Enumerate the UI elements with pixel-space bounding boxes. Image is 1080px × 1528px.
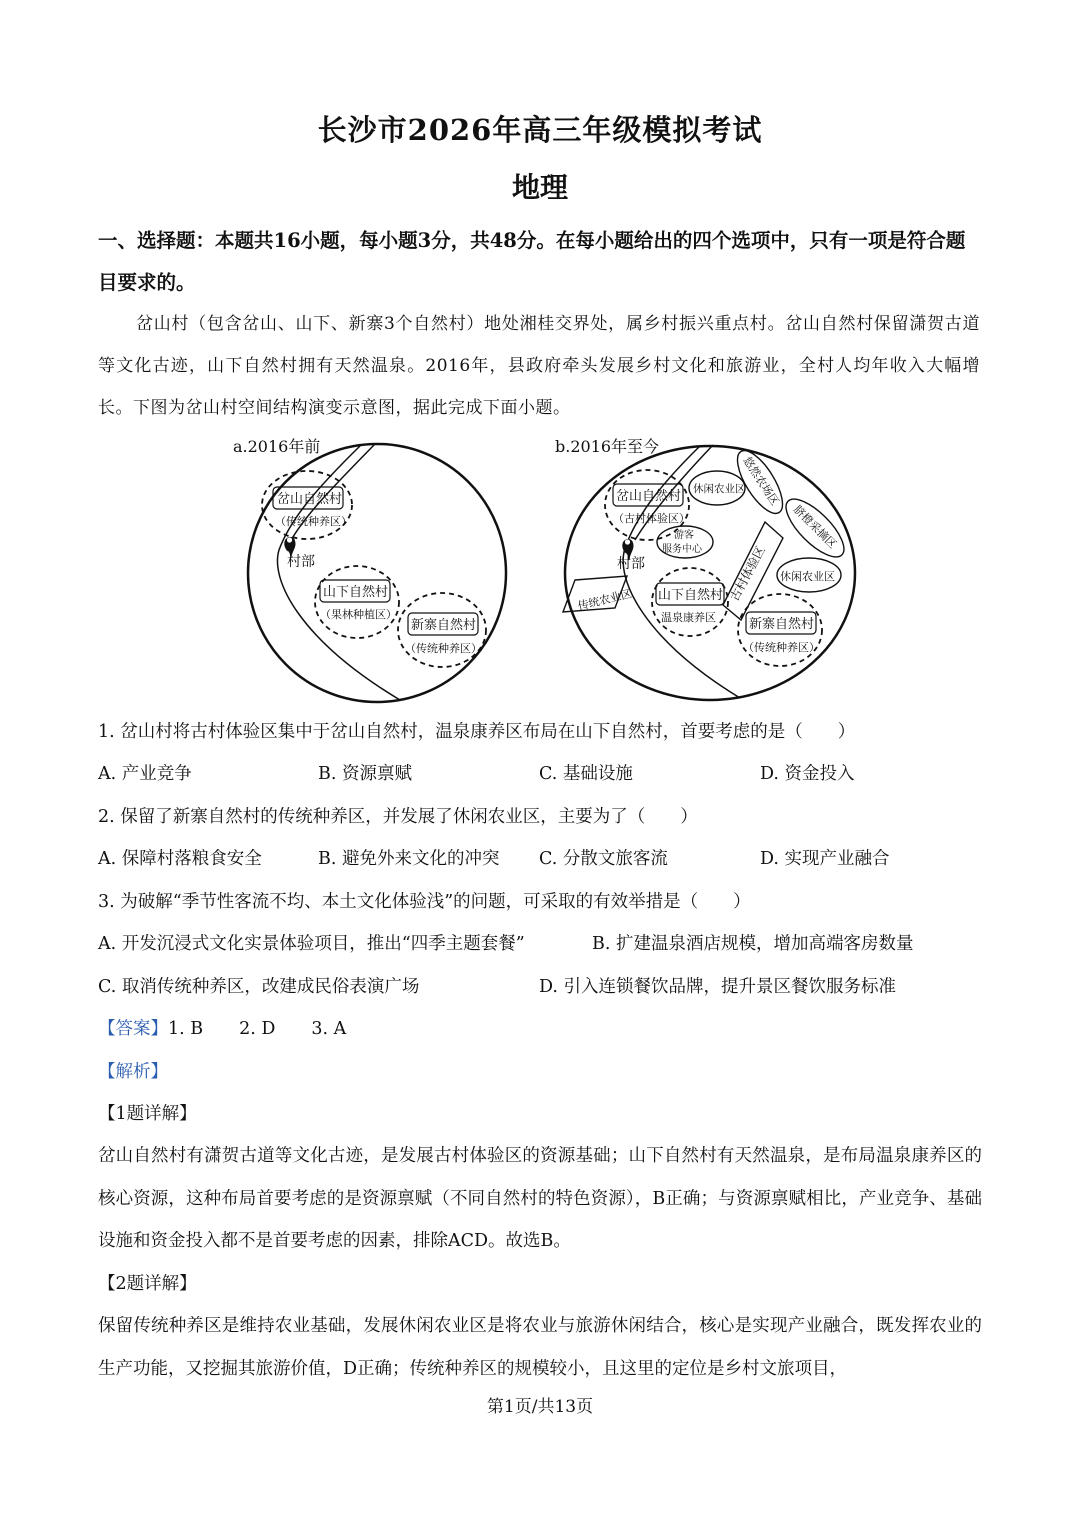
leisure-label-1-b: 休闲农业区 — [693, 483, 746, 495]
village-office-b: 村部 — [617, 556, 645, 572]
question-3-option-b: B. 扩建温泉酒店规模，增加高端客房数量 — [592, 934, 914, 954]
farm-label-b: 悠然农场区 — [740, 454, 782, 508]
question-1-option-d: D. 资金投入 — [760, 764, 855, 784]
shan-zone-label-a: （果林种植区） — [320, 608, 397, 621]
question-2-stem: 2. 保留了新寨自然村的传统种养区，并发展了休闲农业区，主要为了（ ） — [98, 807, 698, 827]
answer-3: 3. A — [311, 1019, 347, 1039]
shan-name-a: 山下自然村 — [323, 585, 389, 600]
leisure-label-2-b: 休闲农业区 — [780, 570, 835, 583]
caption-a: a.2016年前 — [233, 437, 321, 456]
cha-zone-label-a: （传统种养区） — [275, 515, 352, 528]
question-2-option-c: C. 分散文旅客流 — [539, 849, 668, 869]
xin-name-b: 新寨自然村 — [749, 617, 815, 632]
subject-title: 地理 — [511, 171, 568, 204]
xin-zone-label-b: （传统种养区） — [743, 641, 820, 654]
answer-1: 1. B — [168, 1019, 204, 1039]
diagram-a — [233, 437, 506, 702]
village-structure-figure — [215, 430, 875, 705]
orange-label-b: 脐橙采摘区 — [790, 502, 839, 552]
caption-b: b.2016年至今 — [555, 437, 660, 456]
pin-hole-b — [625, 539, 630, 544]
question-2-option-b: B. 避免外来文化的冲突 — [318, 849, 500, 869]
question-1-option-b: B. 资源禀赋 — [318, 764, 412, 784]
traditional-ag-label-b: 传统农业区 — [576, 586, 634, 613]
shan-zone-label-b: 温泉康养区 — [661, 611, 716, 624]
question-1-option-c: C. 基础设施 — [539, 764, 633, 784]
xin-zone-label-a: （传统种养区） — [405, 642, 482, 655]
analysis-label: 【解析】 — [98, 1062, 168, 1082]
question-3-option-d: D. 引入连锁餐饮品牌，提升景区餐饮服务标准 — [539, 977, 897, 997]
intro-paragraph: 岔山村（包含岔山、山下、新寨3个自然村）地处湘桂交界处，属乡村振兴重点村。岔山自然村保留潇贺古道等文化古迹，山下自然村拥有天然温泉。2016年，县政府牵头发展乡村文化和旅游业，全村人均年收入大幅增长。下图为岔山村空间结构演变示意图，据此完成下面小题。 — [98, 314, 980, 418]
answer-row — [98, 1016, 346, 1042]
cha-name-a: 岔山自然村 — [277, 492, 343, 507]
pin-hole-a — [287, 537, 292, 542]
cha-zone-label-b: （古村体验区） — [613, 512, 690, 525]
cha-name-b: 岔山自然村 — [616, 489, 682, 504]
question-3-stem: 3. 为破解“季节性客流不均、本土文化体验浅”的问题，可采取的有效举措是（ ） — [98, 892, 751, 912]
answer-2: 2. D — [239, 1019, 276, 1039]
question-3-option-c: C. 取消传统种养区，改建成民俗表演广场 — [98, 977, 420, 997]
q1-analysis-heading: 【1题详解】 — [98, 1104, 197, 1124]
village-office-a: 村部 — [287, 554, 315, 570]
question-2-option-d: D. 实现产业融合 — [760, 849, 890, 869]
page-number: 第1页/共13页 — [486, 1397, 594, 1417]
visitor-label-1-b: 游客 — [674, 530, 694, 541]
q2-analysis-text: 保留传统种养区是维持农业基础，发展休闲农业区是将农业与旅游休闲结合，核心是实现产业融合，既发挥农业的生产功能，又挖掘其旅游价值，D正确；传统种养区的规模较小，且这里的定位是乡村文旅项目， — [98, 1316, 982, 1379]
question-1-option-a: A. 产业竞争 — [98, 764, 192, 784]
ancient-label-b: 古村体验区 — [727, 543, 768, 604]
visitor-label-2-b: 服务中心 — [662, 544, 702, 555]
xin-name-a: 新寨自然村 — [411, 618, 477, 633]
shan-name-b: 山下自然村 — [658, 588, 724, 603]
exam-title: 长沙市2026年高三年级模拟考试 — [317, 113, 763, 147]
question-1-stem: 1. 岔山村将古村体验区集中于岔山自然村，温泉康养区布局在山下自然村，首要考虑的是（ ） — [98, 722, 856, 742]
diagram-b — [555, 437, 855, 700]
section-heading: 一、选择题：本题共16小题，每小题3分，共48分。在每小题给出的四个选项中，只有一项是符合题目要求的。 — [98, 229, 966, 294]
q2-analysis-heading: 【2题详解】 — [98, 1274, 197, 1294]
q1-analysis-text: 岔山自然村有潇贺古道等文化古迹，是发展古村体验区的资源基础；山下自然村有天然温泉，是布局温泉康养区的核心资源，这种布局首要考虑的是资源禀赋（不同自然村的特色资源），B正确；与资源禀赋相比，产业竞争、基础设施和资金投入都不是首要考虑的因素，排除ACD。故选B。 — [98, 1146, 982, 1251]
village-boundary-a — [248, 444, 506, 702]
question-2-option-a: A. 保障村落粮食安全 — [98, 849, 262, 869]
question-3-option-a: A. 开发沉浸式文化实景体验项目，推出“四季主题套餐” — [98, 934, 525, 954]
answer-label: 【答案】 — [98, 1019, 168, 1039]
